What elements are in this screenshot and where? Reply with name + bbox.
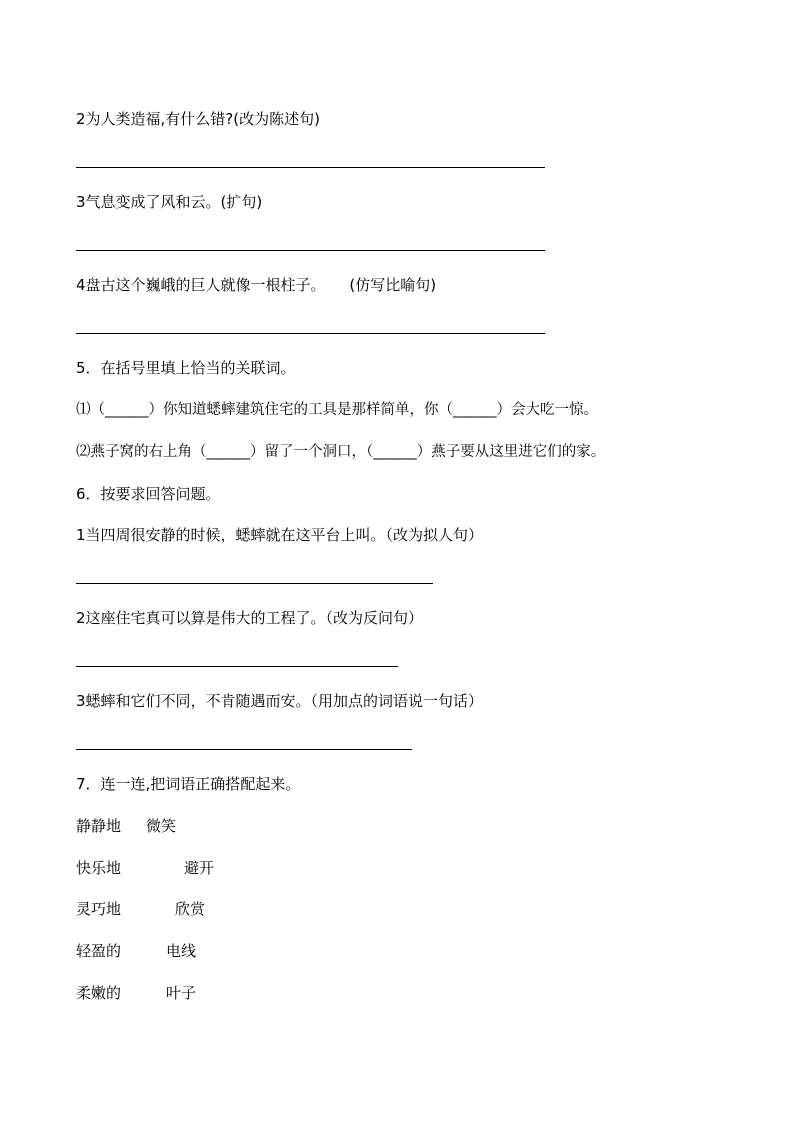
match-left-word[interactable]: 静静地	[76, 817, 122, 835]
q5-item-2: ⑵燕子窝的右上角（______）留了一个洞口，（______）燕子要从这里进它们的家。	[76, 444, 606, 460]
match-right-word[interactable]: 电线	[166, 942, 197, 960]
match-left-word[interactable]: 柔嫩的	[76, 984, 122, 1002]
answer-line[interactable]	[76, 250, 545, 251]
match-right-word[interactable]: 避开	[184, 859, 215, 877]
answer-line[interactable]	[76, 583, 433, 584]
q4-item-4: 4盘古这个巍峨的巨人就像一根柱子。 (仿写比喻句)	[76, 276, 437, 294]
answer-line[interactable]	[76, 333, 545, 334]
match-left-word[interactable]: 轻盈的	[76, 942, 122, 960]
q7-title: 7．连一连,把词语正确搭配起来。	[76, 775, 301, 793]
q6-item-2: 2这座住宅真可以算是伟大的工程了。（改为反问句）	[76, 609, 424, 627]
q5-item-1: ⑴（______）你知道蟋蟀建筑住宅的工具是那样简单，你（______）会大吃一惊。	[76, 402, 598, 418]
match-right-word[interactable]: 欣赏	[175, 900, 206, 918]
q6-title: 6．按要求回答问题。	[76, 485, 221, 503]
q5-title: 5．在括号里填上恰当的关联词。	[76, 359, 296, 377]
q4-item-2: 2为人类造福,有什么错?(改为陈述句)	[76, 110, 320, 128]
match-left-word[interactable]: 灵巧地	[76, 900, 122, 918]
answer-line[interactable]	[76, 749, 412, 750]
q6-item-1: 1当四周很安静的时候，蟋蟀就在这平台上叫。（改为拟人句）	[76, 526, 484, 544]
match-left-word[interactable]: 快乐地	[76, 859, 122, 877]
match-right-word[interactable]: 叶子	[166, 984, 197, 1002]
match-right-word[interactable]: 微笑	[146, 817, 177, 835]
q4-item-3: 3气息变成了风和云。(扩句)	[76, 193, 263, 211]
q6-item-3: 3蟋蟀和它们不同，不肯随遇而安。（用加点的词语说一句话）	[76, 692, 484, 710]
answer-line[interactable]	[76, 666, 398, 667]
answer-line[interactable]	[76, 167, 545, 168]
